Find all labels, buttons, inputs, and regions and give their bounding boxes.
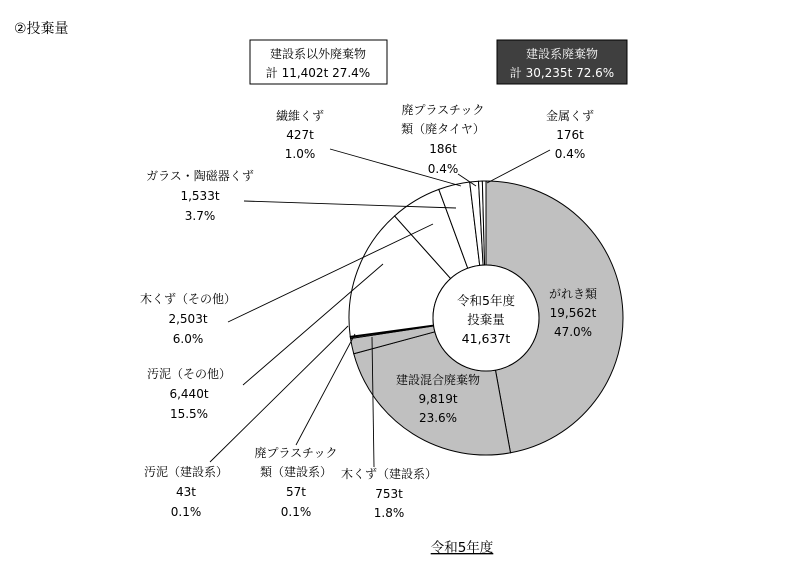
label-plastic-con-value: 57t [286, 485, 306, 499]
label-sludge-other-name: 汚泥（その他） [146, 367, 232, 381]
label-mixed-value: 9,819t [418, 392, 458, 406]
label-plastic-con-pct: 0.1% [280, 505, 312, 519]
label-gareki-value: 19,562t [549, 306, 597, 320]
label-sludge-con-name: 汚泥（建設系） [143, 465, 229, 479]
label-wood-other-value: 2,503t [168, 312, 208, 326]
label-wood-con-name: 木くず（建設系） [340, 467, 438, 481]
label-metal-value: 176t [556, 128, 584, 142]
center-total: 41,637t [461, 331, 511, 346]
label-fiber-pct: 1.0% [284, 147, 316, 161]
legend-construction-title: 建設系廃棄物 [525, 47, 599, 61]
label-plastic-con-name2: 類（建設系） [259, 465, 333, 479]
label-tire-value: 186t [429, 142, 457, 156]
label-glass-pct: 3.7% [184, 209, 216, 223]
leader-metal [487, 150, 550, 183]
footer-year: 令和5年度 [430, 540, 494, 556]
label-sludge-other-value: 6,440t [169, 387, 209, 401]
label-tire-pct: 0.4% [427, 162, 459, 176]
label-sludge-con-value: 43t [176, 485, 196, 499]
legend-other-total: 計 11,402t 27.4% [265, 66, 371, 80]
label-metal-pct: 0.4% [554, 147, 586, 161]
label-sludge-con-pct: 0.1% [170, 505, 202, 519]
label-fiber-value: 427t [286, 128, 314, 142]
label-mixed-pct: 23.6% [418, 411, 458, 425]
legend-other-title: 建設系以外廃棄物 [269, 47, 367, 61]
legend-other-box [250, 40, 387, 84]
legend-construction-box [497, 40, 627, 84]
center-year: 令和5年度 [457, 293, 515, 308]
label-sludge-other-pct: 15.5% [169, 407, 209, 421]
section-label: ②投棄量 [14, 21, 69, 37]
label-wood-con-pct: 1.8% [373, 506, 405, 520]
label-wood-other-name: 木くず（その他） [139, 292, 237, 306]
leader-sludge-con [210, 326, 348, 462]
label-mixed-name: 建設混合廃棄物 [395, 373, 481, 387]
label-fiber-name: 繊維くず [275, 109, 325, 123]
label-glass-name: ガラス・陶磁器くず [146, 169, 254, 183]
label-gareki-pct: 47.0% [553, 325, 593, 339]
label-gareki-name: がれき類 [548, 287, 598, 301]
legend-construction-total: 計 30,235t 72.6% [509, 66, 615, 80]
label-plastic-con-name1: 廃プラスチック [254, 446, 338, 460]
label-glass-value: 1,533t [180, 189, 220, 203]
label-wood-other-pct: 6.0% [172, 332, 204, 346]
leader-plastic-con [296, 334, 355, 445]
label-tire-name1: 廃プラスチック [401, 103, 485, 117]
center-label: 投棄量 [467, 312, 505, 327]
label-wood-con-value: 753t [375, 487, 403, 501]
label-tire-name2: 類（廃タイヤ） [401, 122, 485, 136]
label-metal-name: 金属くず [545, 109, 595, 123]
